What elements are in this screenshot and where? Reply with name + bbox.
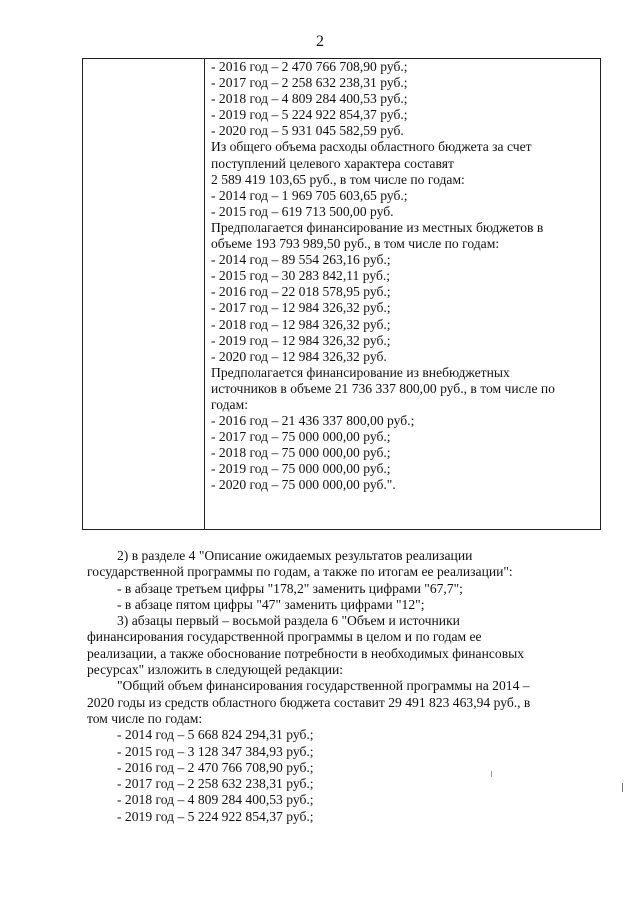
scan-artifact — [622, 783, 623, 792]
table-line: - 2014 год – 1 969 705 603,65 руб.; — [211, 187, 408, 203]
list-item: - 2017 год – 2 258 632 238,31 руб.; — [117, 776, 314, 792]
paragraph-line: 3) абзацы первый – восьмой раздела 6 "Объем и источники — [117, 613, 460, 629]
paragraph-line: финансирования государственной программы в целом и по годам ее — [87, 629, 482, 645]
paragraph-line: 2020 годы из средств областного бюджета составит 29 491 823 463,94 руб., в — [87, 694, 531, 710]
table-line: 2 589 419 103,65 руб., в том числе по годам: — [211, 171, 465, 187]
table-line: - 2018 год – 12 984 326,32 руб.; — [211, 316, 391, 332]
table-line: - 2016 год – 22 018 578,95 руб.; — [211, 284, 391, 300]
paragraph-line: "Общий объем финансирования государственной программы на 2014 – — [117, 678, 530, 694]
table-line: - 2014 год – 89 554 263,16 руб.; — [211, 252, 391, 268]
list-item: - 2014 год – 5 668 824 294,31 руб.; — [117, 727, 314, 743]
table-line: Из общего объема расходы областного бюджета за счет — [211, 139, 532, 155]
table-line: годам: — [211, 396, 248, 412]
paragraph-line: государственной программы по годам, а также по итогам ее реализации": — [87, 564, 513, 580]
table-line: - 2019 год – 75 000 000,00 руб.; — [211, 461, 391, 477]
table-line: - 2018 год – 4 809 284 400,53 руб.; — [211, 91, 408, 107]
document-body — [87, 548, 601, 825]
table-line: - 2020 год – 12 984 326,32 руб. — [211, 348, 387, 364]
list-item: - 2019 год – 5 224 922 854,37 руб.; — [117, 808, 314, 824]
table-line: - 2020 год – 75 000 000,00 руб.". — [211, 477, 396, 493]
paragraph-line: реализации, а также обоснование потребности в необходимых финансовых — [87, 645, 525, 661]
paragraph-line: ресурсах" изложить в следующей редакции: — [87, 662, 344, 678]
table-line: объеме 193 793 989,50 руб., в том числе по годам: — [211, 236, 500, 252]
table-line: - 2018 год – 75 000 000,00 руб.; — [211, 445, 391, 461]
years-list — [87, 727, 601, 825]
table-line: - 2017 год – 12 984 326,32 руб.; — [211, 300, 391, 316]
paragraph-line: 2) в разделе 4 "Описание ожидаемых результатов реализации — [117, 548, 473, 563]
budget-table — [82, 58, 601, 530]
table-line: - 2017 год – 2 258 632 238,31 руб.; — [211, 75, 408, 91]
list-item: - в абзаце пятом цифры "47" заменить цифрами "12"; — [117, 596, 425, 612]
table-line: - 2015 год – 619 713 500,00 руб. — [211, 203, 394, 219]
table-line: - 2016 год – 2 470 766 708,90 руб.; — [211, 59, 408, 74]
list-item: - 2015 год – 3 128 347 384,93 руб.; — [117, 743, 314, 759]
list-item: - 2016 год – 2 470 766 708,90 руб.; — [117, 759, 314, 775]
page-number: 2 — [316, 33, 324, 50]
table-line: - 2016 год – 21 436 337 800,00 руб.; — [211, 413, 415, 429]
list-item: - 2018 год – 4 809 284 400,53 руб.; — [117, 792, 314, 808]
table-line: - 2019 год – 12 984 326,32 руб.; — [211, 332, 391, 348]
table-left-cell — [83, 59, 205, 529]
table-line: - 2017 год – 75 000 000,00 руб.; — [211, 429, 391, 445]
table-line: поступлений целевого характера составят — [211, 155, 454, 171]
table-line: - 2020 год – 5 931 045 582,59 руб. — [211, 123, 404, 139]
table-line: источников в объеме 21 736 337 800,00 руб., в том числе по — [211, 380, 555, 396]
table-line: - 2019 год – 5 224 922 854,37 руб.; — [211, 107, 408, 123]
table-line: - 2015 год – 30 283 842,11 руб.; — [211, 268, 391, 284]
table-line: Предполагается финансирование из внебюджетных — [211, 364, 510, 380]
scan-artifact — [491, 771, 492, 777]
paragraph-line: том числе по годам: — [87, 710, 203, 726]
table-right-cell — [211, 59, 596, 494]
list-item: - в абзаце третьем цифры "178,2" заменить цифрами "67,7"; — [117, 580, 463, 596]
table-line: Предполагается финансирование из местных бюджетов в — [211, 219, 544, 235]
